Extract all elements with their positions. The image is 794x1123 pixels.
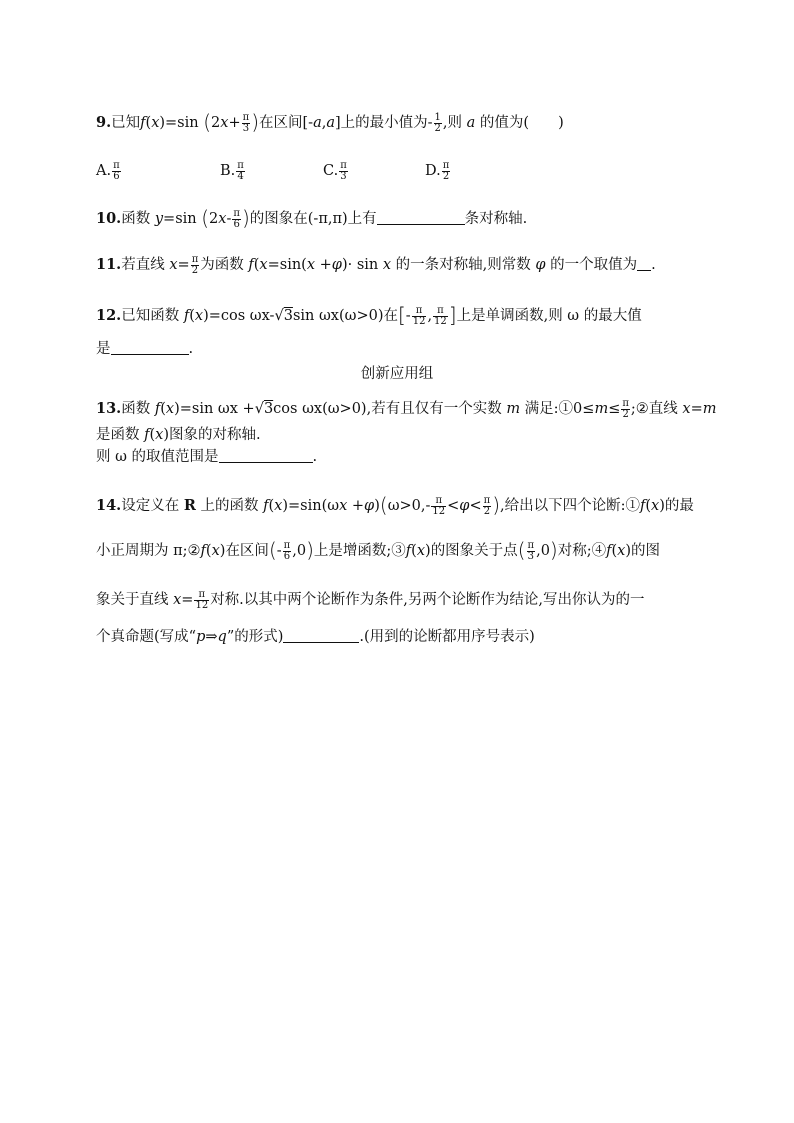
- text: -: [405, 308, 411, 324]
- denominator: 6: [283, 550, 291, 562]
- var-a: a: [466, 115, 476, 131]
- question-number: 10.: [96, 210, 122, 227]
- text: sin ωx(ω>0)在: [292, 308, 398, 324]
- text: 则 ω 的取值范围是: [96, 449, 219, 465]
- var-f: f: [405, 543, 412, 559]
- text: ): [374, 498, 380, 514]
- text: =: [181, 592, 194, 608]
- question-14-line-2: [96, 540, 660, 562]
- text: .: [651, 257, 656, 273]
- answer-blank[interactable]: [637, 256, 651, 271]
- text: (: [268, 498, 275, 514]
- text: 的一条对称轴,则常数: [391, 257, 536, 273]
- denominator: 12: [434, 315, 447, 327]
- section-heading: 创新应用组: [360, 366, 434, 382]
- text: 已知: [111, 115, 141, 131]
- option-b[interactable]: [220, 160, 246, 182]
- var-phi: φ: [535, 257, 546, 273]
- left-paren: (: [268, 538, 277, 562]
- text: (: [145, 115, 152, 131]
- text: cos ωx(ω>0),若有且仅有一个实数: [273, 401, 507, 417]
- question-14-line-3: [96, 589, 645, 611]
- numerator: π: [442, 159, 450, 171]
- fraction-pi-2: [191, 255, 200, 276]
- text: .: [312, 449, 318, 465]
- numerator: π: [194, 590, 209, 601]
- var-x: x: [173, 592, 182, 608]
- denominator: 3: [527, 550, 534, 562]
- text: (: [645, 498, 652, 514]
- right-paren: ): [306, 538, 314, 562]
- text: 在区间: [225, 543, 269, 559]
- numerator: π: [113, 159, 120, 171]
- text: +: [315, 257, 332, 273]
- left-paren: (: [203, 110, 212, 134]
- fraction-pi-12: [194, 590, 209, 611]
- var-phi: φ: [459, 498, 470, 514]
- question-number: 12.: [96, 307, 122, 324]
- answer-blank[interactable]: [377, 210, 465, 225]
- question-13: [96, 398, 717, 420]
- numerator: π: [233, 207, 240, 219]
- var-a: a: [326, 115, 335, 131]
- option-fraction: [339, 161, 348, 182]
- text: =sin ωx +: [179, 401, 255, 417]
- option-fraction: [442, 161, 451, 182]
- answer-blank[interactable]: [283, 628, 359, 643]
- numerator: π: [283, 539, 291, 551]
- text: 上是单调函数,则 ω 的最大值: [456, 308, 642, 324]
- text: 对称;④: [557, 543, 607, 559]
- text: =sin(: [267, 257, 307, 273]
- text: 的一个取值为: [545, 257, 638, 273]
- denominator: 2: [191, 264, 199, 276]
- text: -: [226, 211, 232, 227]
- text: ,给出以下四个论断:①: [500, 498, 640, 514]
- text: ,: [427, 308, 433, 324]
- right-paren: ): [251, 110, 259, 134]
- text: +: [228, 115, 241, 131]
- var-x: x: [306, 257, 316, 273]
- fraction-pi-12: [431, 496, 446, 517]
- numerator: π: [191, 253, 199, 265]
- var-a: a: [313, 115, 322, 131]
- implies-symbol: ⇒: [205, 629, 218, 645]
- text: (: [253, 257, 260, 273]
- question-number: 9.: [96, 114, 112, 131]
- var-x: x: [165, 401, 175, 417]
- text: 上是增函数;③: [313, 543, 406, 559]
- text: ): [282, 498, 289, 514]
- text: 0: [296, 543, 307, 559]
- denominator: 3: [340, 170, 347, 182]
- var-x: x: [682, 401, 691, 417]
- var-x: x: [218, 211, 227, 227]
- text: ): [203, 308, 209, 324]
- var-f: f: [640, 498, 646, 514]
- var-x: x: [382, 257, 392, 273]
- var-f: f: [606, 543, 612, 559]
- fraction-pi-3: [527, 541, 536, 562]
- var-x: x: [220, 115, 229, 131]
- text: <: [447, 498, 460, 514]
- text: 2: [211, 115, 221, 131]
- option-d[interactable]: [425, 160, 451, 182]
- left-paren: (: [517, 538, 526, 562]
- text: 个真命题(写成“: [96, 629, 197, 645]
- text: =sin: [163, 211, 202, 227]
- text: 函数: [121, 211, 155, 227]
- text: ,则: [442, 115, 467, 131]
- text: 上的函数: [195, 498, 264, 514]
- text: ,: [536, 543, 541, 559]
- option-fraction: [112, 161, 121, 182]
- text: 图象的对称轴.: [169, 427, 261, 443]
- denominator: 6: [233, 218, 240, 230]
- question-12-line-2: [96, 338, 193, 360]
- text: )=sin: [159, 115, 204, 131]
- left-paren: (: [201, 206, 210, 230]
- option-label: D.: [425, 163, 441, 179]
- question-number: 14.: [96, 497, 122, 514]
- text: (: [205, 543, 212, 559]
- text: 已知函数: [121, 308, 184, 324]
- question-14: [96, 495, 694, 517]
- denominator: 6: [113, 170, 120, 182]
- var-f: f: [263, 498, 269, 514]
- var-x: x: [211, 543, 220, 559]
- var-m: m: [702, 401, 717, 417]
- var-f: f: [144, 427, 150, 443]
- text: ): [163, 427, 170, 443]
- var-x: x: [416, 543, 426, 559]
- var-x: x: [339, 498, 348, 514]
- denominator: 2: [434, 122, 441, 134]
- denominator: 2: [442, 170, 450, 182]
- text: ]上的最小值为-: [334, 115, 433, 131]
- question-10: [96, 208, 527, 230]
- var-f: f: [183, 308, 190, 324]
- text: 2: [209, 211, 219, 227]
- right-bracket: ]: [448, 303, 457, 327]
- text: 象关于直线: [96, 592, 174, 608]
- numerator: π: [622, 397, 629, 409]
- numerator: 1: [434, 111, 441, 123]
- text: 设定义在: [121, 498, 184, 514]
- text: ): [625, 543, 632, 559]
- var-m: m: [594, 401, 609, 417]
- sqrt-icon: √: [254, 401, 264, 417]
- var-f: f: [140, 115, 146, 131]
- fraction-1-2: [434, 113, 442, 134]
- question-13-line-2: [96, 424, 261, 446]
- fraction-pi-2: [621, 399, 630, 420]
- fraction-pi-3: [242, 113, 251, 134]
- text: .: [188, 341, 194, 357]
- var-x: x: [259, 257, 268, 273]
- text: 是: [96, 341, 111, 357]
- answer-blank[interactable]: [219, 448, 313, 463]
- text: ): [174, 401, 180, 417]
- denominator: 12: [412, 315, 426, 327]
- text: )· sin: [341, 257, 383, 273]
- text: 函数: [121, 401, 155, 417]
- var-x: x: [151, 115, 160, 131]
- denominator: 2: [622, 408, 629, 420]
- text: ω>0,-: [387, 498, 431, 514]
- text: ): [425, 543, 431, 559]
- var-f: f: [200, 543, 206, 559]
- sqrt-radicand: 3: [263, 401, 274, 417]
- numerator: π: [431, 496, 446, 507]
- text: 在区间[-: [259, 115, 314, 131]
- fraction-pi-6: [232, 209, 241, 230]
- var-x: x: [155, 427, 164, 443]
- var-p: p: [196, 629, 206, 645]
- option-label: B.: [220, 163, 236, 179]
- text: ≤: [608, 401, 621, 417]
- text: 的值为( ): [475, 115, 564, 131]
- text: =: [690, 401, 703, 417]
- var-x: x: [169, 257, 178, 273]
- answer-blank[interactable]: [111, 340, 189, 355]
- option-label: C.: [323, 163, 339, 179]
- right-paren: ): [492, 493, 500, 517]
- right-paren: ): [549, 538, 558, 562]
- text: 若直线: [121, 257, 170, 273]
- text: 满足:①0≤: [520, 401, 595, 417]
- var-phi: φ: [364, 498, 375, 514]
- numerator: π: [527, 539, 535, 551]
- text: ;②直线: [630, 401, 683, 417]
- numerator: π: [433, 306, 448, 317]
- numerator: π: [242, 111, 250, 123]
- var-x: x: [651, 498, 660, 514]
- fraction-pi-12: [433, 306, 448, 327]
- text: 对称.以其中两个论断作为条件,另两个论断作为结论,写出你认为的一: [210, 592, 645, 608]
- text: (: [189, 308, 195, 324]
- text: ): [659, 498, 665, 514]
- question-number: 11.: [96, 256, 122, 273]
- fraction-pi-6: [283, 541, 292, 562]
- var-f: f: [154, 401, 161, 417]
- left-paren: (: [379, 493, 388, 517]
- denominator: 12: [432, 505, 446, 517]
- var-f: f: [248, 257, 254, 273]
- text: -: [276, 543, 282, 559]
- text: 的图: [631, 543, 661, 559]
- text: ): [219, 543, 226, 559]
- text: 的图象在(-π,π)上有: [249, 211, 377, 227]
- question-number: 13.: [96, 400, 122, 417]
- text: =sin(ω: [288, 498, 340, 514]
- text: (: [160, 401, 166, 417]
- question-9: [96, 112, 564, 134]
- question-12: [96, 305, 642, 327]
- question-13-line-3: [96, 446, 317, 468]
- text: 的图象关于点: [430, 543, 518, 559]
- set-R: R: [183, 497, 196, 514]
- var-q: q: [217, 629, 227, 645]
- question-14-line-4: [96, 626, 535, 648]
- var-x: x: [194, 308, 204, 324]
- text: =: [177, 257, 190, 273]
- var-m: m: [506, 401, 521, 417]
- text: 条对称轴.: [464, 211, 528, 227]
- text: ”的形式): [226, 629, 284, 645]
- question-11: [96, 254, 656, 276]
- denominator: 3: [242, 122, 250, 134]
- numerator: π: [483, 494, 491, 506]
- text: (: [411, 543, 417, 559]
- right-paren: ): [241, 206, 250, 230]
- fraction-pi-2: [483, 496, 492, 517]
- fraction-pi-12: [412, 306, 427, 327]
- var-phi: φ: [331, 257, 342, 273]
- text: 为函数: [200, 257, 249, 273]
- denominator: 4: [237, 170, 244, 182]
- text: ,: [321, 115, 327, 131]
- var-x: x: [617, 543, 626, 559]
- denominator: 2: [483, 505, 491, 517]
- option-a[interactable]: [96, 160, 122, 182]
- option-fraction: [236, 161, 245, 182]
- text: <: [469, 498, 482, 514]
- text: ,: [292, 543, 297, 559]
- text: 小正周期为 π;②: [96, 543, 201, 559]
- text: .(用到的论断都用序号表示): [359, 629, 535, 645]
- numerator: π: [340, 159, 347, 171]
- text: 0: [540, 543, 550, 559]
- sqrt-icon: √: [274, 308, 284, 324]
- left-bracket: [: [397, 303, 406, 327]
- var-y: y: [154, 211, 164, 227]
- text: (: [149, 427, 156, 443]
- text: 是函数: [96, 427, 145, 443]
- numerator: π: [237, 159, 244, 171]
- text: (: [611, 543, 618, 559]
- sqrt-radicand: 3: [283, 308, 293, 324]
- text: =cos ωx-: [208, 308, 275, 324]
- text: +: [347, 498, 365, 514]
- numerator: π: [412, 306, 427, 317]
- denominator: 12: [195, 599, 209, 611]
- text: 的最: [664, 498, 694, 514]
- option-c[interactable]: [323, 160, 349, 182]
- option-label: A.: [96, 163, 112, 179]
- var-x: x: [274, 498, 283, 514]
